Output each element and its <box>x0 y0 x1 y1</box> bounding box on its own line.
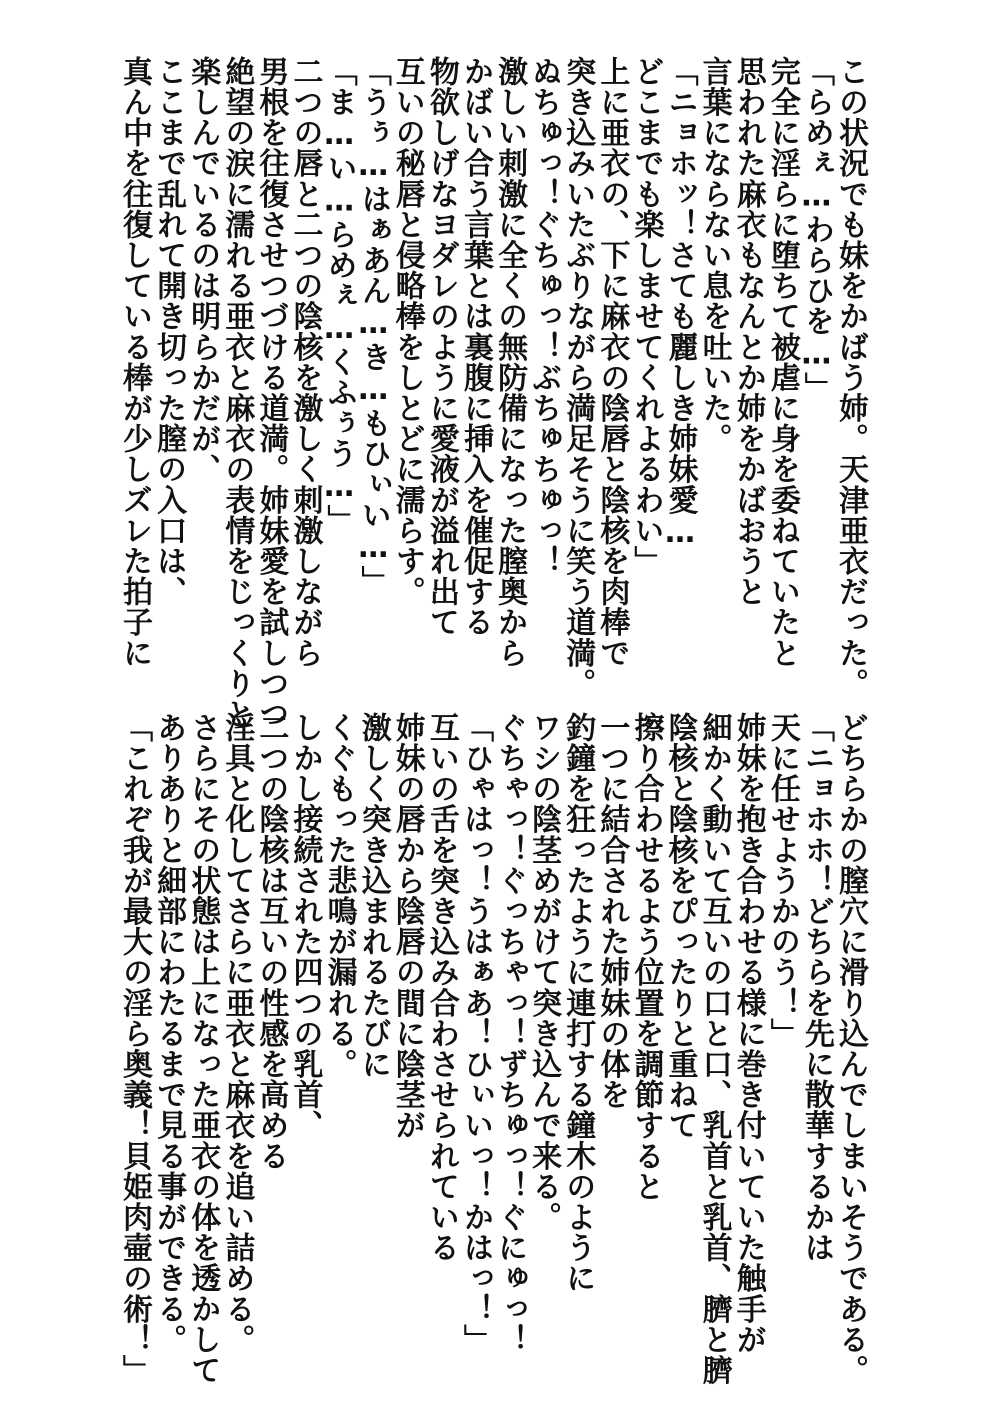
top-block-line: 男根を往復させつづける道満。姉妹愛を試しつつ <box>253 56 289 730</box>
top-block-line: 「うぅ…はぁあん…き…もひぃい…」 <box>355 56 391 597</box>
bottom-block-line: 互いの舌を突き込み合わさせられている <box>423 712 459 1263</box>
bottom-block-line: ありありと細部にわたるまで見る事ができる。 <box>151 712 187 1355</box>
bottom-block-line: しかし接続された四つの乳首、 <box>287 712 323 1141</box>
bottom-block-line: 天に任せようかのう！」 <box>764 712 800 1049</box>
top-block-line: 突き込みいたぶりながら満足そうに笑う道満。 <box>560 56 596 699</box>
bottom-block-line: くぐもった悲鳴が漏れる。 <box>321 712 357 1080</box>
top-block-line: 「ま…い…らめぇ…くふぅう…」 <box>321 56 357 535</box>
top-block-line: 「ニョホッ！さても麗しき姉妹愛… <box>662 56 698 551</box>
top-block-line: ぬちゅっ！ぐちゅっ！ぶちゅちゅっ！ <box>526 56 562 577</box>
top-block-line: どこまでも楽しませてくれよるわい」 <box>628 56 664 577</box>
top-block-line: 絶望の涙に濡れる亜衣と麻衣の表情をじっくりと <box>219 56 255 730</box>
top-block-line: 楽しんでいるのは明らかだが、 <box>185 56 221 485</box>
top-block-line: 真ん中を往復している棒が少しズレた拍子に <box>117 56 153 668</box>
top-block-line: 激しい刺激に全くの無防備になった膣奥から <box>492 56 528 668</box>
text-block-top <box>117 56 868 730</box>
text-block-bottom <box>117 712 868 1386</box>
bottom-block-line: 姉妹の唇から陰唇の間に陰茎が <box>389 712 425 1141</box>
bottom-block-line: 二つの陰核は互いの性感を高める <box>253 712 289 1171</box>
bottom-block-line: 擦り合わせるよう位置を調節すると <box>628 712 664 1202</box>
top-block-line: ここまで乱れて開き切った膣の入口は、 <box>151 56 187 607</box>
bottom-block-line: さらにその状態は上になった亜衣の体を透かして <box>185 712 221 1386</box>
bottom-block-line: 陰核と陰核をぴったりと重ねて <box>662 712 698 1141</box>
bottom-block-line: どちらかの膣穴に滑り込んでしまいそうである。 <box>833 712 868 1386</box>
bottom-block-line: 細かく動いて互いの口と口、乳首と乳首、臍と臍 <box>696 712 732 1386</box>
top-block-line: 物欲しげなヨダレのように愛液が溢れ出て <box>423 56 459 638</box>
bottom-block-line: 釣鐘を狂ったように連打する鐘木のように <box>560 712 596 1294</box>
bottom-block-line: 淫具と化してさらに亜衣と麻衣を追い詰める。 <box>219 712 255 1355</box>
top-block-line: 完全に淫らに堕ちて被虐に身を委ねていたと <box>764 56 800 668</box>
top-block-line: 思われた麻衣もなんとか姉をかばおうと <box>730 56 766 607</box>
bottom-block-line: ぐちゃっ！ぐっちゃっ！ずちゅっ！ぐにゅっ！ <box>492 712 528 1355</box>
bottom-block-line: 激しく突き込まれるたびに <box>355 712 391 1080</box>
bottom-block-line: 「ひゃはっ！うはぁあ！ひぃいっ！かはっ！」 <box>457 712 493 1355</box>
top-block-line: 互いの秘唇と侵略棒をしとどに濡らす。 <box>389 56 425 607</box>
bottom-block-line: 「これぞ我が最大の淫ら奥義！貝姫肉壷の術！」 <box>117 712 153 1386</box>
bottom-block-line: ワシの陰茎めがけて突き込んで来る。 <box>526 712 562 1233</box>
top-block-line: かばい合う言葉とは裏腹に挿入を催促する <box>457 56 493 638</box>
top-block-line: 言葉にならない息を吐いた。 <box>696 56 732 454</box>
top-block-line: 「らめぇ…わらひを…」 <box>798 56 834 403</box>
top-block-line: 二つの唇と二つの陰核を激しく刺激しながら <box>287 56 323 668</box>
bottom-block-line: 「ニョホホ！どちらを先に散華するかは <box>798 712 834 1263</box>
bottom-block-line: 一つに結合された姉妹の体を <box>594 712 630 1110</box>
top-block-line: 上に亜衣の、下に麻衣の陰唇と陰核を肉棒で <box>594 56 630 668</box>
bottom-block-line: 姉妹を抱き合わせる様に巻き付いていた触手が <box>730 712 766 1355</box>
top-block-line: この状況でも妹をかばう姉。天津亜衣だった。 <box>833 56 868 699</box>
